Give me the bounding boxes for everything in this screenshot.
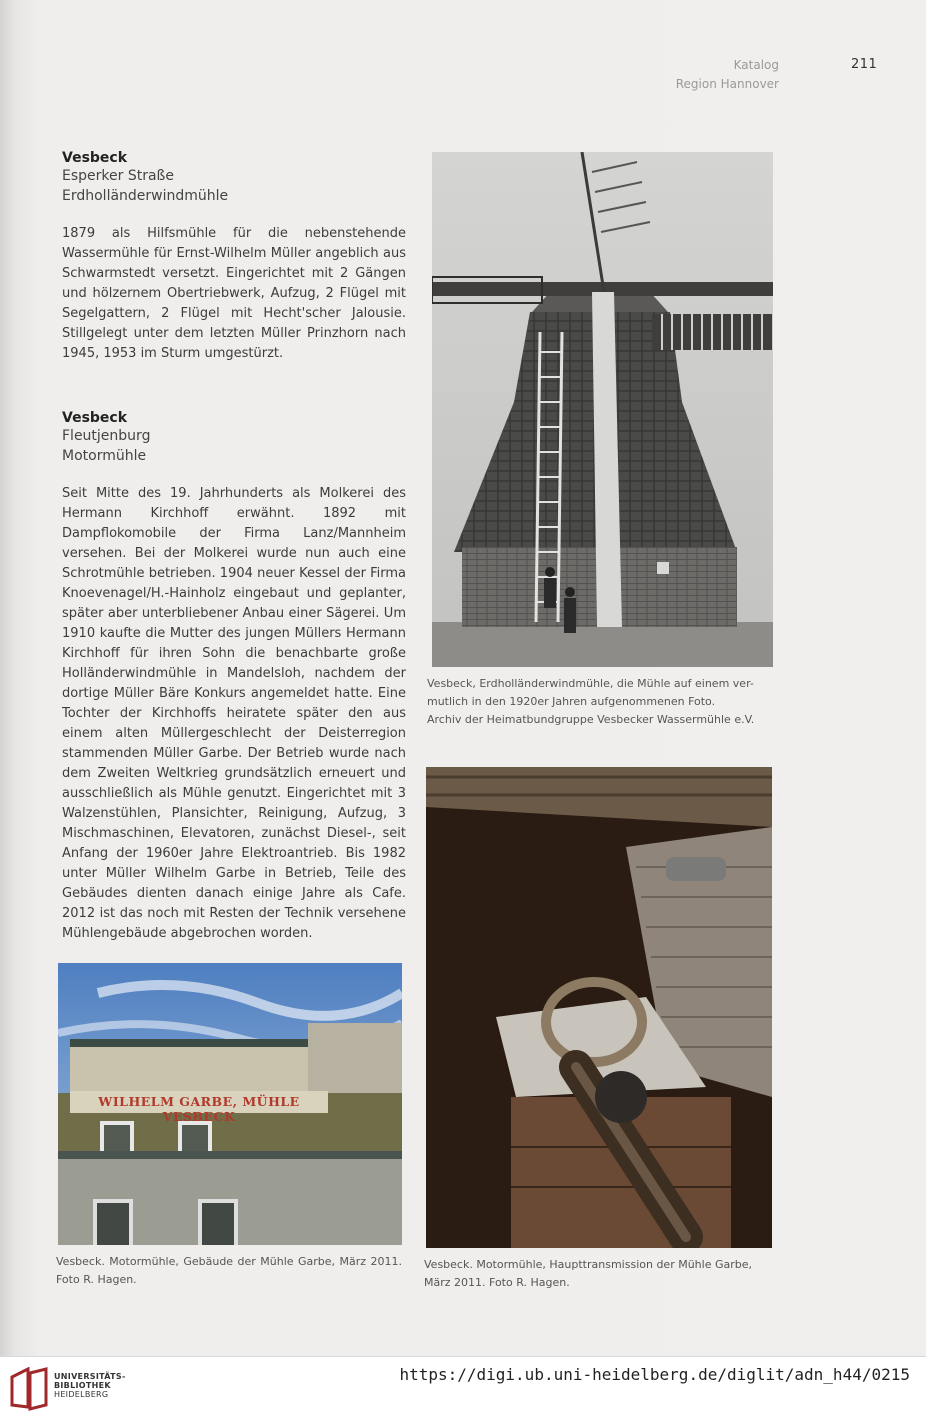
entry-location: Fleutjenburg <box>62 428 151 444</box>
entry-type: Erdholländerwindmühle <box>62 188 229 204</box>
entry-title: Vesbeck <box>62 410 128 426</box>
library-name-line2: BIBLIOTHEK <box>54 1381 111 1390</box>
entry-text: 1879 als Hilfsmühle für die nebenstehende Wassermühle für Ernst-Wilhelm Müller angeblich aus Schwarmstedt versetzt. Eingerichtet mit 2 Gängen und hölzernem Obertriebwerk, Aufzug, 2 Flügel mit Segelgattern, 2 Flügel mit Hecht'scher Jalousie. Stillgelegt unter dem letzten Müller Prinzhorn nach 1945, 1953 im Sturm umgestürzt. <box>62 226 406 361</box>
library-footer <box>0 1356 926 1424</box>
windmill-caption-line2: mutlich in den 1920er Jahren aufgenommenen Foto. <box>427 695 716 708</box>
building-photo <box>58 963 402 1245</box>
windmill-caption-line1: Vesbeck, Erdholländerwindmühle, die Mühle auf einem ver- <box>427 677 754 690</box>
page-number: 211 <box>851 57 878 72</box>
library-name <box>54 1372 126 1399</box>
windmill-credit: Archiv der Heimatbundgruppe Vesbecker Wassermühle e.V. <box>427 713 755 726</box>
building-sign-text: WILHELM GARBE, MÜHLE VESBECK <box>98 1094 300 1124</box>
library-logo-icon <box>8 1367 52 1411</box>
library-name-line1: UNIVERSITÄTS- <box>54 1372 126 1381</box>
entry-type: Motormühle <box>62 448 147 464</box>
entry-motormill <box>62 410 406 944</box>
windmill-photo <box>432 152 773 667</box>
transmission-photo <box>426 767 772 1248</box>
entry-text: Seit Mitte des 19. Jahrhunderts als Molkerei des Hermann Kirchhoff erwähnt. 1892 mit Dampflokomobile der Firma Lanz/Mannheim versehen. Bei der Molkerei wurde nun auch eine Schrotmühle betrieben. 1904 neuer Kessel der Firma Knoevenagel/H.-Hainholz eingebaut und geplanter, später aber unterbliebener Anbau einer Sägerei. Um 1910 kaufte die Mutter des jungen Müllers Hermann Kirchhoff für ihren Sohn die benachbarte große Holländerwindmühle in Mandelsloh, nachdem der dortige Müller Bäre Konkurs angemeldet hatte. Eine Tochter der Kirchhoffs heiratete später den aus einem alten Müllergeschlecht der Deisterregion stammenden Müller Garbe. Der Betrieb wurde nach dem Zweiten Weltkrieg grundsätzlich erneuert und ausschließlich als Mühle genutzt. Eingerichtet mit 3 Walzenstühlen, Plansichter, Reinigung, Aufzug, 3 Mischmaschinen, Elevatoren, zunächst Diesel-, seit Anfang der 1960er Jahre Elektroantrieb. Bis 1982 unter Müller Wilhelm Garbe in Betrieb, Teile des Gebäudes dienten danach einige Jahre als Cafe. 2012 ist das noch mit Resten der Technik versehene Mühlengebäude abgebrochen worden. <box>62 486 406 941</box>
entry-windmill <box>62 150 406 364</box>
entry-location: Esperker Straße <box>62 168 174 184</box>
library-name-line3: HEIDELBERG <box>54 1390 109 1399</box>
header-section: Katalog <box>733 58 779 72</box>
transmission-caption: Vesbeck. Motormühle, Haupttransmission der Mühle Garbe, März 2011. Foto R. Hagen. <box>424 1258 753 1289</box>
entry-title: Vesbeck <box>62 150 128 166</box>
running-header <box>676 56 779 94</box>
windmill-caption <box>427 675 779 729</box>
building-caption: Vesbeck. Motormühle, Gebäude der Mühle Garbe, März 2011. Foto R. Hagen. <box>56 1255 402 1286</box>
header-region: Region Hannover <box>675 77 779 91</box>
source-url-link[interactable]: https://digi.ub.uni-heidelberg.de/diglit/adn_h44/0215 <box>399 1365 910 1384</box>
